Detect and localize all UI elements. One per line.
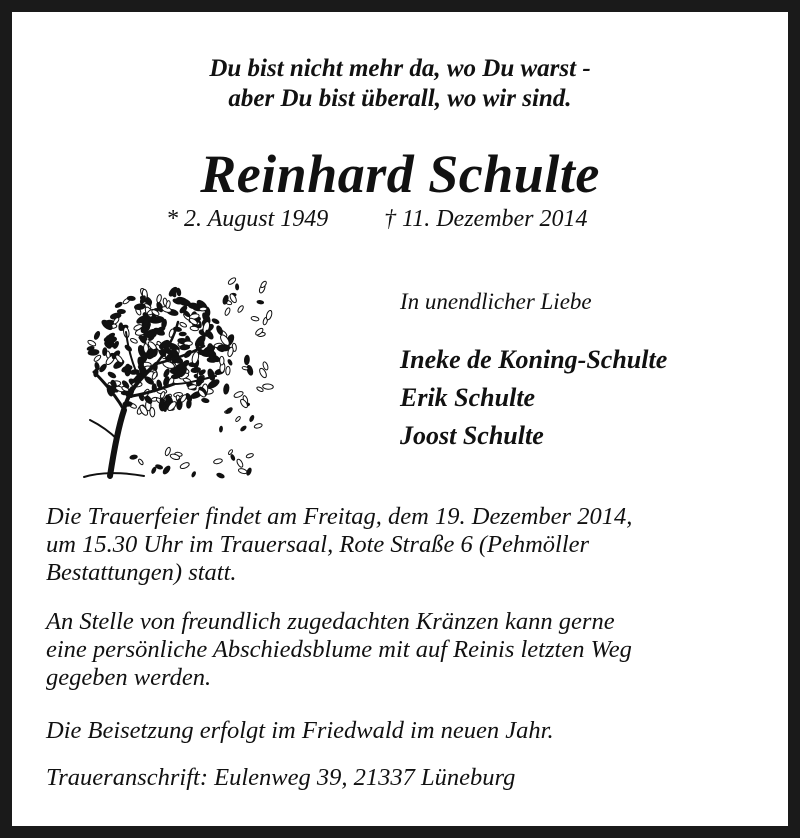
- flowers-line: gegeben werden.: [46, 664, 212, 691]
- motto-line-2: aber Du bist überall, wo wir sind.: [228, 85, 572, 112]
- service-line: Die Trauerfeier findet am Freitag, dem 19. Dezember 2014,: [46, 503, 633, 530]
- mourning-address: Traueranschrift: Eulenweg 39, 21337 Lüneburg: [46, 764, 516, 791]
- service-line: Bestattungen) statt.: [46, 559, 237, 586]
- flowers-line: An Stelle von freundlich zugedachten Kränzen kann gerne: [46, 608, 615, 635]
- motto-line-1: Du bist nicht mehr da, wo Du warst -: [209, 55, 591, 82]
- service-paragraph: [46, 503, 632, 587]
- mourners-list: [400, 341, 667, 455]
- mourner-name: Erik Schulte: [400, 383, 536, 412]
- death-date: † 11. Dezember 2014: [384, 206, 588, 232]
- burial-note: Die Beisetzung erfolgt im Friedwald im neuen Jahr.: [46, 717, 554, 744]
- mourner-name: Ineke de Koning-Schulte: [400, 345, 668, 374]
- birth-date: * 2. August 1949: [166, 206, 329, 232]
- flowers-paragraph: [46, 608, 632, 692]
- service-line: um 15.30 Uhr im Trauersaal, Rote Straße 6 (Pehmöller: [46, 531, 590, 558]
- flowers-line: eine persönliche Abschiedsblume mit auf Reinis letzten Weg: [46, 636, 632, 663]
- tree-illustration: [70, 260, 276, 482]
- deceased-name: Reinhard Schulte: [200, 144, 600, 204]
- mourner-name: Joost Schulte: [400, 421, 544, 450]
- family-intro: In unendlicher Liebe: [400, 289, 592, 314]
- motto: [12, 54, 788, 114]
